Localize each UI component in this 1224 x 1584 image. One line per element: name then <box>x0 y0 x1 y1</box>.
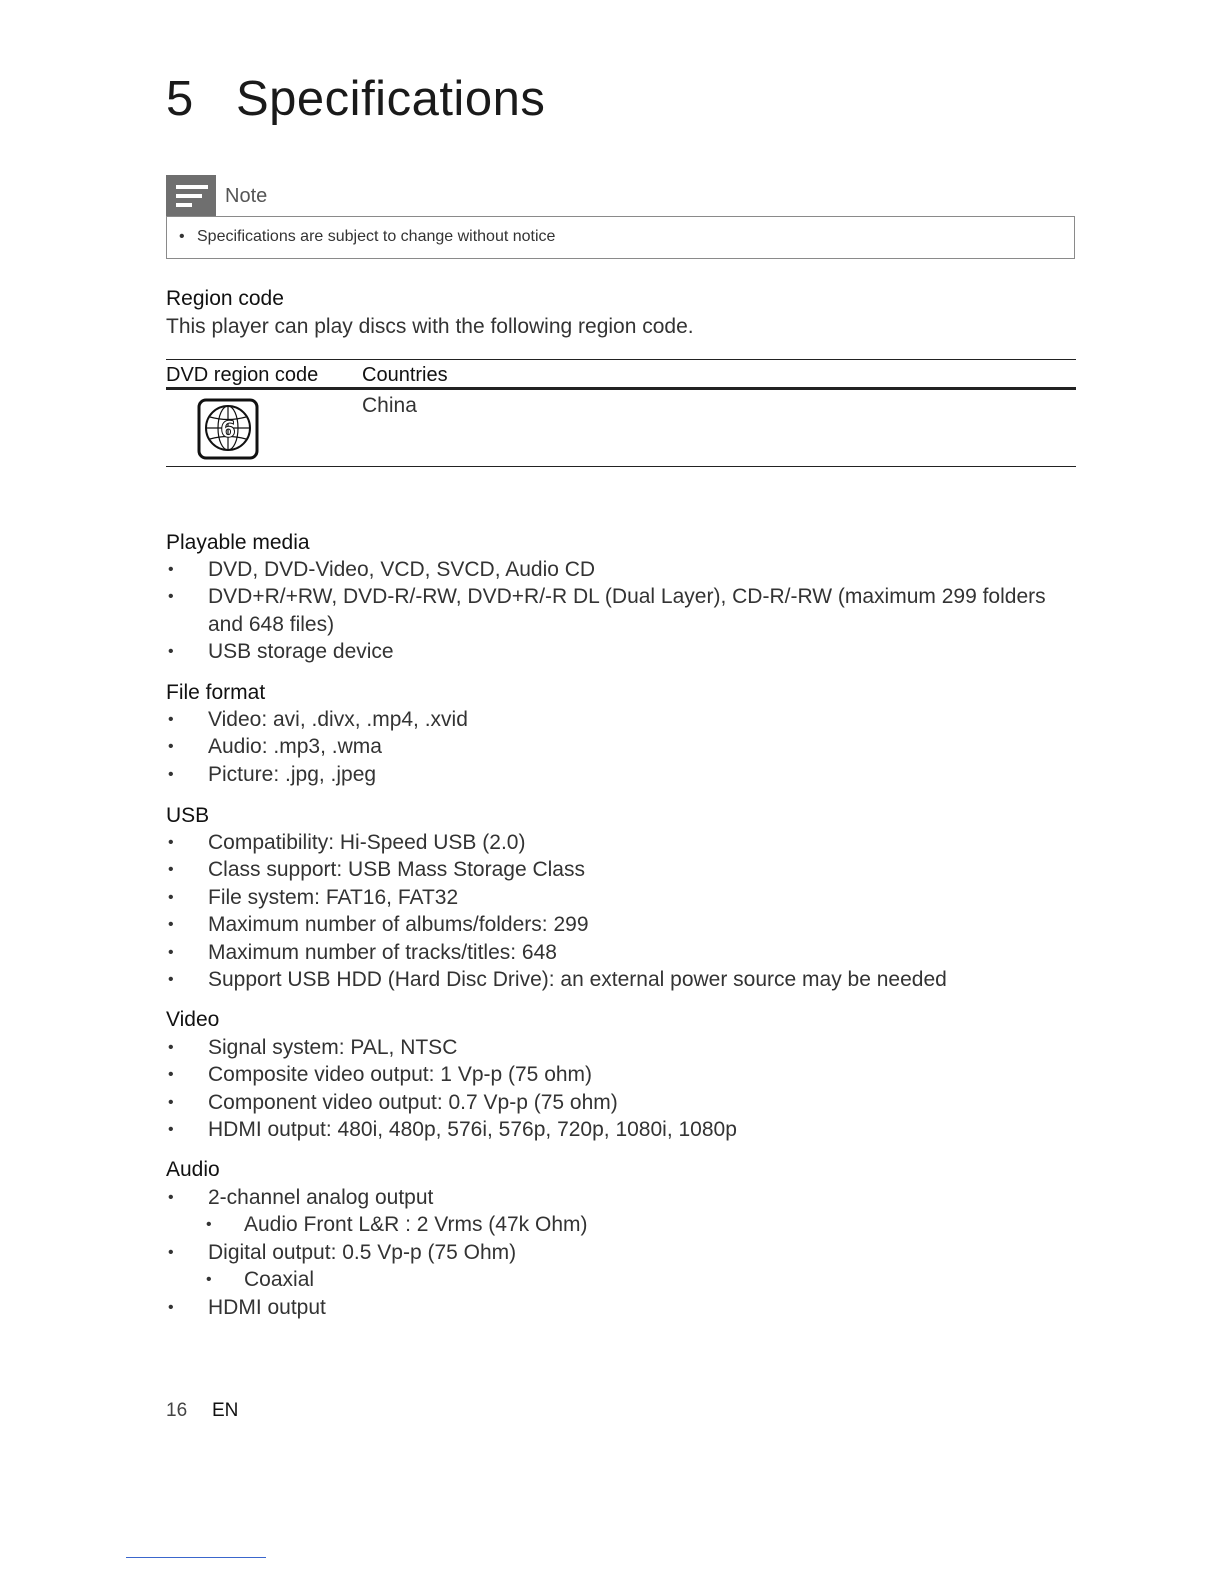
list-item: • 2-channel analog output <box>166 1184 1076 1211</box>
table-cell-countries: China <box>362 394 417 417</box>
playable-media-heading: Playable media <box>166 531 310 554</box>
table-header-countries: Countries <box>362 364 448 386</box>
list-item: • Class support: USB Mass Storage Class <box>166 856 1076 883</box>
video-list <box>166 1034 1076 1144</box>
footer-link-line <box>126 1557 266 1558</box>
note-text: Specifications are subject to change without notice <box>197 228 556 245</box>
language-code: EN <box>212 1400 239 1421</box>
region-description: This player can play discs with the following region code. <box>166 315 694 338</box>
list-item: • DVD+R/+RW, DVD-R/-RW, DVD+R/-R DL (Dual Layer), CD-R/-RW (maximum 299 folders and 648 files) <box>166 583 1076 638</box>
region-code-number: 6 <box>220 418 236 443</box>
usb-heading: USB <box>166 804 210 827</box>
list-item: • HDMI output: 480i, 480p, 576i, 576p, 720p, 1080i, 1080p <box>166 1116 1076 1143</box>
usb-list <box>166 829 1076 993</box>
list-item: • Picture: .jpg, .jpeg <box>166 761 1076 788</box>
list-item: • Component video output: 0.7 Vp-p (75 ohm) <box>166 1089 1076 1116</box>
note-box <box>166 216 1075 259</box>
list-item: • Audio: .mp3, .wma <box>166 733 1076 760</box>
list-item: • Digital output: 0.5 Vp-p (75 Ohm) <box>166 1239 1076 1266</box>
list-item: • Composite video output: 1 Vp-p (75 ohm) <box>166 1061 1076 1088</box>
list-item: • USB storage device <box>166 638 1076 665</box>
region-6-globe-icon <box>197 398 259 460</box>
video-heading: Video <box>166 1008 220 1031</box>
file-format-heading: File format <box>166 681 266 704</box>
list-item: • DVD, DVD-Video, VCD, SVCD, Audio CD <box>166 556 1076 583</box>
playable-media-list <box>166 556 1076 666</box>
table-bottom-rule <box>166 466 1076 467</box>
chapter-title-text: Specifications <box>236 72 546 126</box>
sub-list-item: • Coaxial <box>166 1266 1076 1293</box>
note-icon <box>166 175 216 217</box>
list-item: • Support USB HDD (Hard Disc Drive): an external power source may be needed <box>166 966 1076 993</box>
list-item: • Signal system: PAL, NTSC <box>166 1034 1076 1061</box>
list-item: • Maximum number of tracks/titles: 648 <box>166 939 1076 966</box>
chapter-title <box>166 66 545 132</box>
table-header-rule <box>166 387 1076 390</box>
list-item: • File system: FAT16, FAT32 <box>166 884 1076 911</box>
audio-heading: Audio <box>166 1158 220 1181</box>
page-number: 16 <box>166 1400 188 1421</box>
list-item: • HDMI output <box>166 1294 1076 1321</box>
table-top-rule <box>166 359 1076 360</box>
audio-list <box>166 1184 1076 1321</box>
bullet-icon: • <box>179 228 185 245</box>
sub-list-item: • Audio Front L&R : 2 Vrms (47k Ohm) <box>166 1211 1076 1238</box>
list-item: • Maximum number of albums/folders: 299 <box>166 911 1076 938</box>
table-header-region-code: DVD region code <box>166 364 319 386</box>
chapter-number: 5 <box>166 72 194 126</box>
list-item: • Compatibility: Hi-Speed USB (2.0) <box>166 829 1076 856</box>
note-label: Note <box>225 185 268 207</box>
list-item: • Video: avi, .divx, .mp4, .xvid <box>166 706 1076 733</box>
file-format-list <box>166 706 1076 788</box>
region-heading: Region code <box>166 287 284 310</box>
